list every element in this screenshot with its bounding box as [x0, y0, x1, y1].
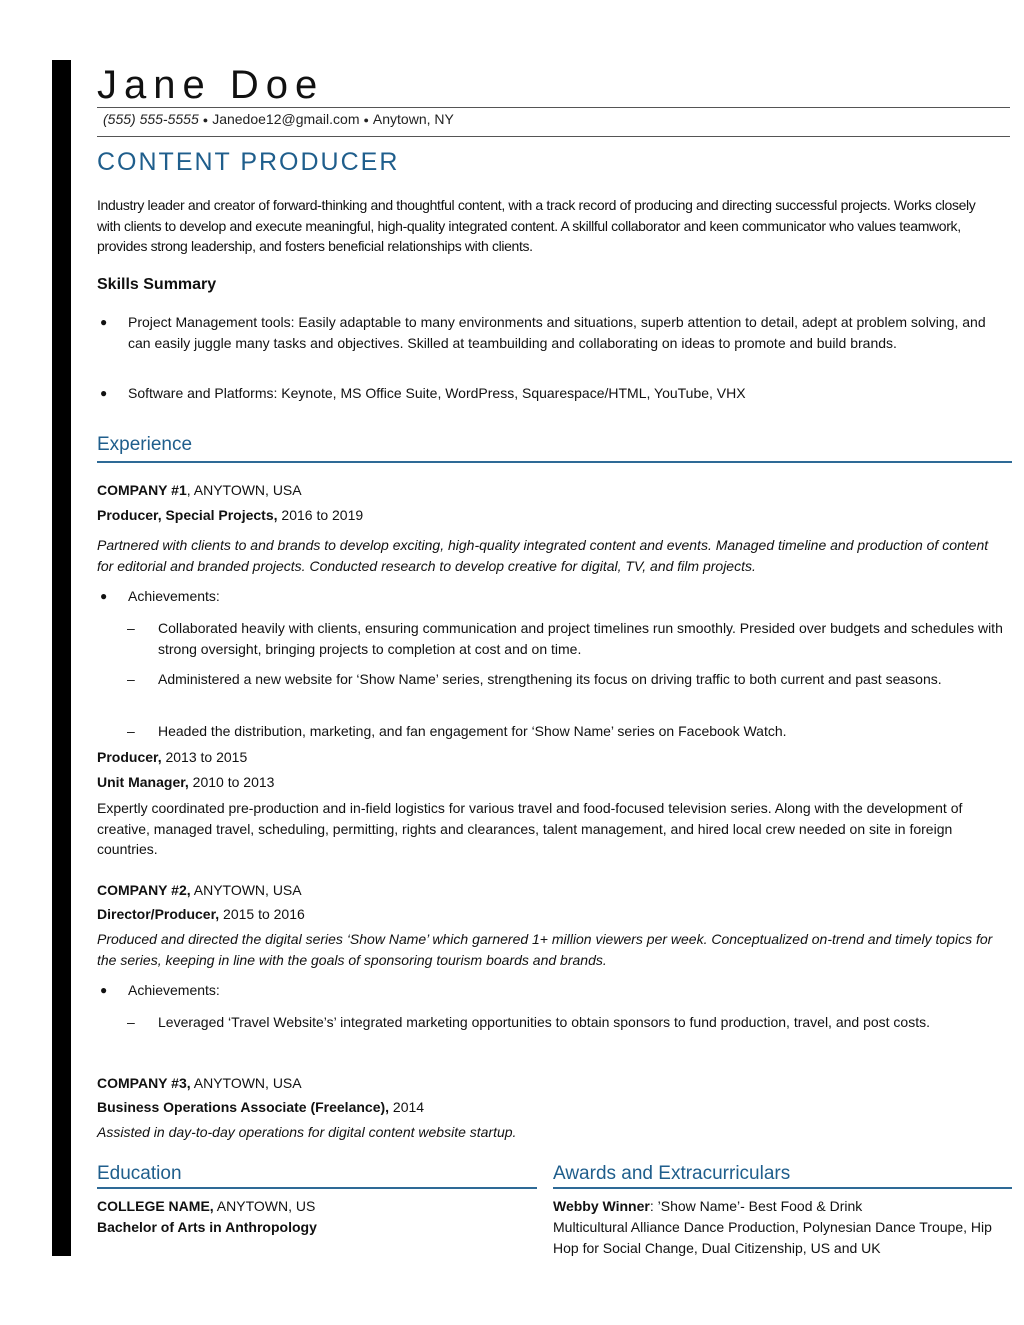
- bullet-icon: ●: [100, 589, 108, 603]
- school-location: ANYTOWN, US: [213, 1198, 316, 1214]
- achievement-text: Headed the distribution, marketing, and fan engagement for ‘Show Name’ series on Facebook Watch.: [158, 723, 787, 739]
- award-line: [553, 1196, 862, 1216]
- company-name: COMPANY #3,: [97, 1075, 191, 1091]
- role-line: [97, 904, 305, 924]
- company-line: [97, 1073, 302, 1093]
- achievement-text: Leveraged ‘Travel Website’s’ integrated marketing opportunities to obtain sponsors to fund production, travel, and post costs.: [158, 1014, 930, 1030]
- experience-heading: Experience: [97, 434, 193, 455]
- achievement-text: Administered a new website for ‘Show Name’ series, strengthening its focus on driving traffic to both current and past seasons.: [158, 671, 942, 687]
- degree: Bachelor of Arts in Anthropology: [97, 1219, 317, 1235]
- role-title: Producer,: [97, 749, 162, 765]
- awards-rule: [553, 1187, 1012, 1189]
- company-location: ANYTOWN, USA: [190, 882, 302, 898]
- company-location: ANYTOWN, USA: [190, 1075, 302, 1091]
- bullet-icon: ●: [100, 386, 108, 400]
- dash-icon: –: [127, 723, 135, 739]
- extracurriculars: Multicultural Alliance Dance Production, Polynesian Dance Troupe, Hip Hop for Social Change, Dual Citizenship, US and UK: [553, 1219, 992, 1256]
- role-line: [97, 747, 247, 767]
- education-rule: [97, 1187, 537, 1189]
- dash-icon: –: [127, 620, 135, 636]
- role-description: Produced and directed the digital series ‘Show Name’ which garnered 1+ million viewers per week. Conceptualized on-trend and timely topics for the series, keeping in line with the goals of sponsoring tourism boards and brands.: [97, 931, 993, 968]
- role-title: Producer, Special Projects,: [97, 507, 278, 523]
- school-name: COLLEGE NAME,: [97, 1198, 214, 1214]
- contact-separator: ●: [202, 115, 209, 126]
- education-heading: Education: [97, 1163, 182, 1184]
- company-line: [97, 880, 302, 900]
- dash-icon: –: [127, 671, 135, 687]
- company-line: [97, 480, 302, 500]
- experience-rule: [97, 461, 1012, 463]
- dash-icon: –: [127, 1014, 135, 1030]
- role-dates: 2014: [389, 1099, 425, 1115]
- role-dates: 2010 to 2013: [188, 774, 275, 790]
- achievement-text: Collaborated heavily with clients, ensuring communication and project timelines run smoothly. Presided over budgets and schedules with strong oversight, bringing projects to completion at cost and on time.: [158, 620, 1003, 657]
- achievements-label: Achievements:: [128, 588, 220, 604]
- role-dates: 2016 to 2019: [277, 507, 364, 523]
- school-line: [97, 1196, 315, 1216]
- job-title: CONTENT PRODUCER: [97, 148, 400, 176]
- achievements-label: Achievements:: [128, 982, 220, 998]
- company-name: COMPANY #1: [97, 482, 187, 498]
- contact-line: [103, 111, 454, 127]
- award-label: Webby Winner: [553, 1198, 650, 1214]
- skill-text: Software and Platforms: Keynote, MS Office Suite, WordPress, Squarespace/HTML, YouTube, VHX: [128, 385, 746, 401]
- role-title: Unit Manager,: [97, 774, 189, 790]
- skills-heading: Skills Summary: [97, 276, 217, 293]
- location: Anytown, NY: [372, 111, 454, 127]
- sidebar-bar: [52, 60, 71, 1256]
- role-title: Director/Producer,: [97, 906, 220, 922]
- role-line: [97, 772, 274, 792]
- company-name: COMPANY #2,: [97, 882, 191, 898]
- company-location: , ANYTOWN, USA: [186, 482, 302, 498]
- skill-text: Project Management tools: Easily adaptable to many environments and situations, superb attention to detail, adept at problem solving, and can easily juggle many tasks and objectives. Skilled at teambuilding and collaborating on ideas to promote and build brands.: [128, 314, 986, 351]
- role-dates: 2013 to 2015: [161, 749, 248, 765]
- header-rule-top: [97, 107, 1010, 108]
- bullet-icon: ●: [100, 983, 108, 997]
- role-description: Expertly coordinated pre-production and in-field logistics for various travel and food-focused television series. Along with the development of creative, managed travel, scheduling, permitting, rights and clearances, talent management, and hired local crew needed on site in foreign countries.: [97, 800, 963, 857]
- phone-number: (555) 555-5555: [103, 111, 199, 127]
- role-line: [97, 1097, 424, 1117]
- role-title: Business Operations Associate (Freelance),: [97, 1099, 390, 1115]
- role-description: Assisted in day-to-day operations for digital content website startup.: [97, 1124, 517, 1140]
- bullet-icon: ●: [100, 315, 108, 329]
- awards-heading: Awards and Extracurriculars: [553, 1163, 791, 1184]
- candidate-name: Jane Doe: [97, 63, 325, 107]
- award-detail: : ’Show Name’- Best Food & Drink: [649, 1198, 863, 1214]
- role-description: Partnered with clients to and brands to develop exciting, high-quality integrated content and events. Managed timeline and production of content for editorial and branded projects. Conducted research to develop creative for digital, TV, and film projects.: [97, 537, 989, 574]
- role-dates: 2015 to 2016: [219, 906, 305, 922]
- role-line: [97, 505, 363, 525]
- email-address: Janedoe12@gmail.com: [212, 111, 360, 127]
- header-rule-bottom: [97, 136, 1010, 137]
- contact-separator: ●: [363, 115, 369, 126]
- professional-summary: Industry leader and creator of forward-thinking and thoughtful content, with a track record of producing and directing successful projects. Works closely with clients to develop and execute meaningful, high-quality integrated content. A skillful collaborator and keen communicator who values teamwork, provides strong leadership, and fosters beneficial relationships with clients.: [97, 197, 976, 254]
